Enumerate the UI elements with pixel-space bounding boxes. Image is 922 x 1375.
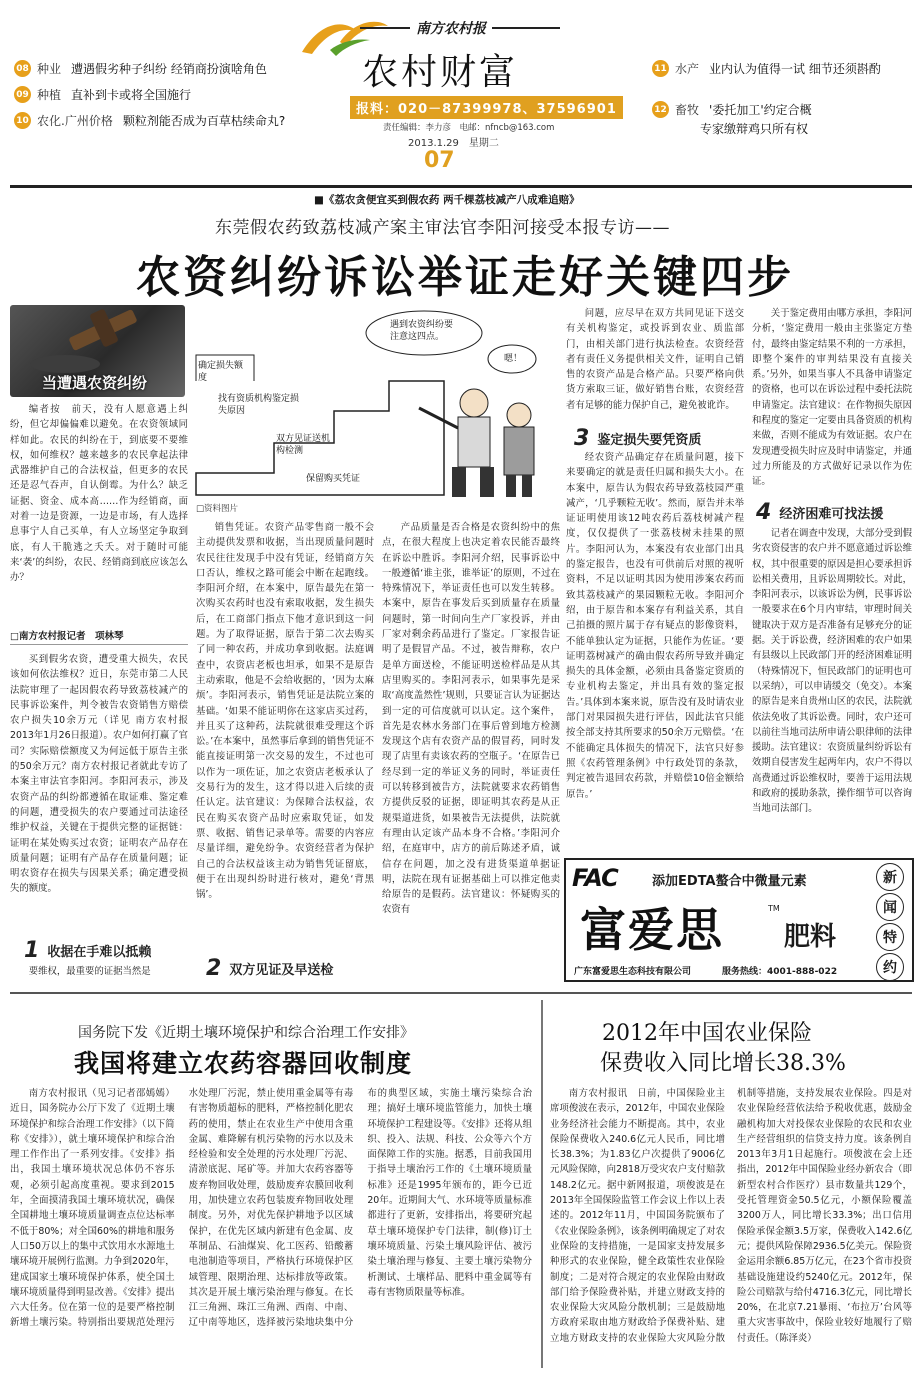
- column-2: [196, 520, 374, 952]
- index-item[interactable]: [700, 120, 881, 137]
- index-item[interactable]: [652, 60, 881, 77]
- index-number: 09: [14, 86, 31, 103]
- main-kicker: ■《荔农贪便宜买到假农药 两千棵荔枝减产八成难追赔》: [314, 194, 580, 206]
- section-heading-3: [574, 426, 701, 451]
- ad-brand-en: FAC: [572, 864, 618, 892]
- editor-note: [10, 402, 188, 612]
- story2-body: [10, 1086, 532, 1368]
- column-1-text: 买到假劣农资，遭受重大损失，农民该如何依法维权？近日，东莞市第二人民法院审理了一起因假农药导致荔枝减产的民事诉讼案件，判令被告农资销售方赔偿农户损失10余万元（详见 南方农村报 2013年1月26日报道）。农户如何打赢了官司？实际赔偿额度又为何远低于原告主张的50余万元？南方农村报记者就此专访了本案主审法官李阳河。李阳河表示，涉及农资产品的纠纷都遵循在取证难、鉴定难的问题，遭受损失的农户要通过司法途径维护权益，关键在于提供完整的证据链：证明在某处购买过农资；证明农产品存在质量问题；证明有产品存在质量问题；证明农资存在损失与因果关系；确定遭受损失的额度。: [10, 654, 188, 895]
- column-4-text: 经农资产品确定存在质量问题，接下来要确定的就是责任归属和损失大小。在本案中，原告认为假农药导致荔枝园严重减产，‘几乎颗粒无收’。然而，原告并未举证证明使用该12吨农药后荔枝树减产程度，仅仅提供了一张荔枝树未挂果的照片。李阳河认为，本案没有农业部门出具的鉴定报告，也没有可供前后对照的视听资料，不足以证明其因为使用涉案农药而致其荔枝减产的果园颗粒无收。李阳河介绍，由于原告和本案存有利益关系，其自己拍摄的照片属于存有疑点的影像资料，不能单独认定为证据，只能作为佐证。‘要证明荔树减产的确由假农药所导致并确定损失的具体金额，必须由具备鉴定资质的专业机构去鉴定，并出具有效的鉴定报告。’具体到本案来说，原告没有及时请农业部门对果园损失进行评估，因此法官只能按全部支持其所要求的50余万元赔偿。‘在不能确定具体损失的情况下，法官只好参照《农药管理条例》中行政处罚的条款，判定被告退回农药款，并赔偿10倍金额给原告。’: [566, 452, 744, 800]
- ad-company: 广东富爱思生态科技有限公司: [574, 967, 692, 977]
- step-label: 确定损失额度: [198, 361, 244, 383]
- column-3-text: 产品质量是否合格是农资纠纷中的焦点，在很大程度上也决定着农民能否最终在诉讼中胜诉。李阳河介绍，民事诉讼中一般遵循‘谁主张，谁举证’的原则，不过在特殊情况下，举证责任也可以发生转移。本案中，原告在事发后买到质量存在质量问题时，第一时间向生产厂家投诉，并由厂家对剩余药品进行了鉴定。厂家报告证明了是假冒产品。不过，被告辩称，农户是单方面送检，不能证明送检样品是从其店里购买的。李阳河表示，如果事先是采取‘高度盖然性’规则，只要证言认为证据达到一定的可信度就可以认定。这个案件，首先是农林水务部门在事后曾到地方检测发现这个店有农资产品的假冒药，同时发现了店里有卖该农药的空瓶子。‘在原告已经尽到一定的举证义务的同时，举证责任可以转移到被告方，法院就要求农药销售方提供反驳的证据，即证明其农药是从正规渠道进货，如果被告无法提供，法院就有理由认定该产品本身不合格。’李阳河介绍，在庭审中，店方的前后陈述矛盾，诚信存在问题，加之没有进货渠道单据证明，法院在现有证据基础上可以推定他卖给原告的是假药。法官建议：怀疑购买的农资有: [382, 522, 560, 916]
- index-left: [14, 60, 285, 129]
- byline: □南方农村报记者 项林琴: [10, 631, 124, 642]
- mid-divider: [10, 992, 912, 994]
- column-5-text: 记者在调查中发现，大部分受到假劣农资侵害的农户并不愿意通过诉讼维权，其中很重要的原因是担心要承担诉讼相关费用，且诉讼周期较长。对此，李阳河表示，以该诉讼为例，民事诉讼一般要求在6个月内审结，审理时间关键取决于双方是否准备有足够充分的证据。关于诉讼费，经济困难的农户如果有县级以上民政部门开的经济困难证明（特殊情况下，恒民政部门的证明也可以采纳），可以申请缓交（免交）。本案的原告是来自贵州山区的农民，法院就依法免收了其诉讼费。同时，农户还可以前往当地司法所申请公职律师的法律援助。法官建议：农资质量纠纷诉讼有效期自侵害发生起两年内，农户不得以高费通过诉讼维权时，要善于运用法规和政府的援助条款，操作细节可以咨询当地司法部门。: [752, 528, 912, 815]
- column-4-text: 问题，应尽早在双方共同见证下送交有关机构鉴定，或投诉到农业、质监部门，由相关部门进行执法检查。农资经营者有责任义务提供相关文件，证明自己销售的农资产品是合格产品。只要严格向供货方索取三证，做好销售台账，农资经营者有足够的能力保护自己，避免被讹诈。: [566, 308, 744, 411]
- index-right: [652, 60, 881, 137]
- index-item[interactable]: [14, 112, 285, 129]
- column-3: [382, 520, 560, 982]
- index-number: 08: [14, 60, 31, 77]
- column-5-top: [752, 306, 912, 496]
- index-category: 水产: [675, 62, 700, 76]
- ad-product: 肥料: [784, 922, 837, 952]
- index-item[interactable]: [14, 86, 285, 103]
- story3-headline-1: 2012年中国农业保险: [602, 1021, 812, 1046]
- brand-name: 南方农村报: [410, 18, 492, 38]
- section-number: 3: [574, 426, 590, 451]
- contact-label: 报料：020－87399978、37596901: [350, 96, 623, 119]
- column-5-text: 关于鉴定费用由哪方承担，李阳河分析，‘鉴定费用一般由主张鉴定方垫付，最终由鉴定结果不利的一方承担，即整个案件的审判结果没有直接关系。’另外，如果当事人不具备申请鉴定的资格，也可以在诉讼过程中委托法院申请鉴定。法官建议：在作物损失原因和程度的鉴定一定要由具备资质的机构来做，否则不能成为有效证据。农户在发现遭受损失时应及时申请鉴定，并通过力所能及的方式做好记录以作为佐证。: [752, 308, 912, 488]
- section-title: 收据在手难以抵赖: [47, 945, 152, 960]
- index-text: 专家缴辩鸡只所有权: [700, 122, 809, 136]
- top-divider: [10, 185, 912, 188]
- index-text: 遭遇假劣种子纠纷 经销商扮演啥角色: [71, 62, 267, 76]
- step-label: 双方见证送机构检测: [276, 434, 331, 456]
- illus-bubble-2: 嗯！: [504, 354, 523, 364]
- column-4-top: [566, 306, 744, 424]
- masthead: [0, 0, 922, 185]
- story2-kicker: 国务院下发《近期土壤环境保护和综合治理工作安排》: [78, 1025, 414, 1041]
- index-text: '委托加工'约定合概: [709, 103, 812, 117]
- ad-tm: TM: [768, 904, 780, 913]
- illus-bubble-1: 遇到农资纠纷要注意这四点。: [390, 320, 454, 342]
- index-category: 种业: [37, 62, 62, 76]
- step-label: 保留购买凭证: [306, 474, 361, 484]
- index-number: 11: [652, 60, 669, 77]
- section-number: 1: [24, 938, 40, 963]
- illustration: [194, 303, 554, 515]
- index-category: 畜牧: [675, 103, 700, 117]
- story2-text: 南方农村报讯（见习记者邵嫣嫣）近日，国务院办公厅下发了《近期土壤环境保护和综合治理工作安排》（以下简称《安排》），就土壤环境保护和综合治理工作作出了一系列安排。《安排》指出，我国土壤环境状况总体仍不容乐观，必须引起高度重视。要求到2015年，全面摸清我国土壤环境状况，确保全国耕地土壤环境质量调查点位达标率不低于80%；对全国60%的耕地和服务人口50万以上的集中式饮用水水源地土壤环境开展例行监测。力争到2020年，建成国家土壤环境保护体系，使全国土壤环境质量得到明显改善。《安排》提出六大任务。位在第一位的是要严格控制新增土壤污染。特别指出要规范处理污水处理厂污泥，禁止使用重金属等有毒有害物质超标的肥料，严格控制化肥农药的使用，禁止在农业生产中使用含重金属、难降解有机污染物的污水以及未经检验和安全处理的污水处理厂污泥、清淤底泥、尾矿等。并加大农药容器等废弃物回收处理，鼓励废弃农膜回收利用，加快建立农药包装废弃物回收处理制度。另外，对优先保护耕地予以区域保护，在优先区域内新建有色金属、皮革制品、石油煤炭、化工医药、铅酸蓄电池制造等项目，严格执行环境保护区域管理、限期治理、达标排放等政策。其次是开展土壤污染治理与修复。在长江三角洲、珠江三角洲、西南、中南、辽中南等地区，选择被污染地块集中分布的典型区域，实施土壤污染综合治理；搞好土壤环境监管能力，加快土壤环境保护工程建设等。《安排》还将从组织、投入、法规、科技、公众等六个方面保障工作的实施。据悉，目前我国用于指导土壤治污工作的《土壤环境质量标准》还是1995年颁布的，距今已近20年。近期间大气、水环境等质量标准都进行了更新，安排指出，将要研究起草土壤环境保护专门法律，制(修)订土壤环境质量、污染土壤风险评估、被污染土壤治理与修复、主要土壤污染物分析测试、土壤样品、肥料中重金属等有毒有害物质限量等标准。: [10, 1088, 532, 1329]
- date-line: 2013.1.29 星期二: [408, 138, 499, 149]
- column-2-text: 销售凭证。农资产品零售商一般不会主动提供发票和收据，当出现质量问题时农民往往发现手中没有凭证，经销商方矢口否认，维权之路可能会中断在起跑线。李阳河介绍，在本案中，原告最先在第一次购买农药时也没有索取收据，发生损失后，在工商部门指点下他才意识到这一问题。为了取得证据，原告于第二次去购买了同一种农药，并成功拿到收据。法庭调查中，农资店老板也坦承，如果不是原告主动索取，他是不会给收据的，‘因为太麻烦’。李阳河表示，销售凭证是法院立案的基础。‘如果不能证明你在这家店买过药，并且买了这种药，法院就很难受理这个诉讼。’在本案中，虽然事后拿到的销售凭证不能直接证明第一次交易的发生，不过也可以作为一项佐证，加之农资店老板承认了交易行为的发生，这才得以进入后续的责任认定。法官建议：为保障合法权益，农民在购买农资产品时应索取凭证，如发票、收据、销售记录单等。需要的内容应尽量详细，避免纷争。农资经营者为保护自己的合法权益该主动为销售凭证留底，便于在出现纠纷时进行核对，避免‘背黑锅’。: [196, 522, 374, 901]
- index-item[interactable]: [14, 60, 285, 77]
- index-category: 种植: [37, 88, 62, 102]
- section-number: 2: [206, 956, 222, 981]
- main-subhead: 东莞假农药致荔枝减产案主审法官李阳河接受本报专访——: [215, 218, 670, 238]
- index-category: 农化.广州价格: [37, 114, 113, 128]
- column-1: [10, 652, 188, 936]
- ad-side-char: 约: [876, 953, 904, 981]
- ad-brand-cn: 富爱思: [580, 903, 724, 957]
- editor-line: 责任编辑：李力彦 电邮：nfncb@163.com: [383, 123, 555, 133]
- index-text: 颗粒剂能否成为百草枯续命丸?: [122, 114, 286, 128]
- section-number: 4: [756, 500, 772, 525]
- ad-side-char: 闻: [876, 893, 904, 921]
- index-number: 12: [652, 101, 669, 118]
- photo-caption: 当遭遇农资纠纷: [42, 374, 148, 392]
- gavel-photo: [10, 305, 185, 397]
- story3-headline-2: 保费收入同比增长38.3%: [600, 1051, 846, 1076]
- editor-note-text: 编者按 前天，没有人愿意遇上纠纷，但它却偏偏难以避免。在农资领域同样如此。农民的纠纷在于，到底要不要维权，如何维权？越来越多的农民拿起法律武器维护自己的合法权益，但更多的农民还是忍气吞声，自认倒霉。为什么？缺乏证据、资金、成本高……作为经销商，面对着一边是资源，一边是市场，有人选择息事宁人自己买单，有人立场坚定争取到底，有人干脆逃之夭夭。对于随时可能来‘袭’的纠纷，农民、经销商到底应该怎么办？: [10, 404, 188, 584]
- fac-advertisement[interactable]: [564, 858, 914, 982]
- story3-body: [550, 1086, 912, 1368]
- ad-hotline: 服务热线：4001-888-022: [722, 967, 838, 977]
- index-text: 直补到卡或将全国施行: [71, 88, 192, 102]
- step-label: 找有资质机构鉴定损失原因: [218, 394, 300, 416]
- column-1-tail: 要维权，最重要的证据当然是: [28, 966, 151, 977]
- section-title: 农村财富: [362, 52, 519, 93]
- story2-headline: 我国将建立农药容器回收制度: [74, 1049, 413, 1078]
- section-title: 双方见证及早送检: [229, 963, 334, 978]
- section-title: 鉴定损失要凭资质: [597, 433, 702, 448]
- index-item[interactable]: [652, 101, 881, 118]
- ad-tagline: 添加EDTA螯合中微量元素: [652, 874, 807, 889]
- column-5-bottom: [752, 526, 912, 856]
- illus-credit: □资料图片: [196, 504, 239, 514]
- ad-side-label: [874, 862, 910, 981]
- index-number: 10: [14, 112, 31, 129]
- section-heading-2: [206, 956, 333, 981]
- vertical-divider: [541, 1000, 543, 1368]
- section-heading-4: [756, 500, 883, 525]
- ad-side-char: 特: [876, 923, 904, 951]
- main-headline: 农资纠纷诉讼举证走好关键四步: [136, 252, 794, 303]
- ad-side-char: 新: [876, 863, 904, 891]
- page-number: 07: [424, 148, 455, 173]
- story3-text: 南方农村报讯 日前，中国保险业主席项俊波在表示，2012年，中国农业保险业务经济社会能力不断提高。其中，农业保险保费收入240.6亿元人民币，同比增长38.3%；为1.83亿户次提供了9006亿元风险保障，向2818万受灾农户支付赔款148.2亿元。据中新网报道，项俊波是在2013年全国保险监管工作会议上作以上表述的。2012年11月，中国国务院颁布了《农业保险条例》，该条例明确规定了对农业保险的支持措施，一是国家支持发展多种形式的农业保险，健全政策性农业保险制度；二是对符合规定的农业保险由财政部门给予保险费补贴，并建立财政支持的农业保险大灾风险分散机制；三是鼓励地方政府采取由地方财政给予保费补贴、建立地方财政支持的农业保险大灾风险分散机制等措施，支持发展农业保险。四是对农业保险经营依法给予税收优惠，鼓励金融机构加大对投保农业保险的农民和农业生产经营组织的信贷支持力度。该条例自2013年3月1日起施行。项俊波在会上还指出，2012年中国保险业经办新农合（即新型农村合作医疗）县市数量共129个，受托管理资金50.5亿元，小额保险覆盖3200万人，同比增长33.3%；出口信用保险承保金额3.5万家，保费收入142.6亿元；提供风险保障2936.5亿美元。保险资金运用余额6.85万亿元，在23个省市投资基础设施建设约5240亿元。2012年，保险公司赔款与给付4716.3亿元，同比增长20%，在北京7.21暴雨、‘布拉万’台风等重大灾害事故中，保险业较好地履行了赔付责任。（陈泽炎）: [550, 1088, 912, 1344]
- byline-rule: [10, 644, 188, 645]
- column-4-bottom: [566, 450, 744, 855]
- section-heading-1: [24, 938, 151, 963]
- index-text: 业内认为值得一试 细节还须斟酌: [709, 62, 881, 76]
- section-title: 经济困难可找法援: [779, 507, 884, 522]
